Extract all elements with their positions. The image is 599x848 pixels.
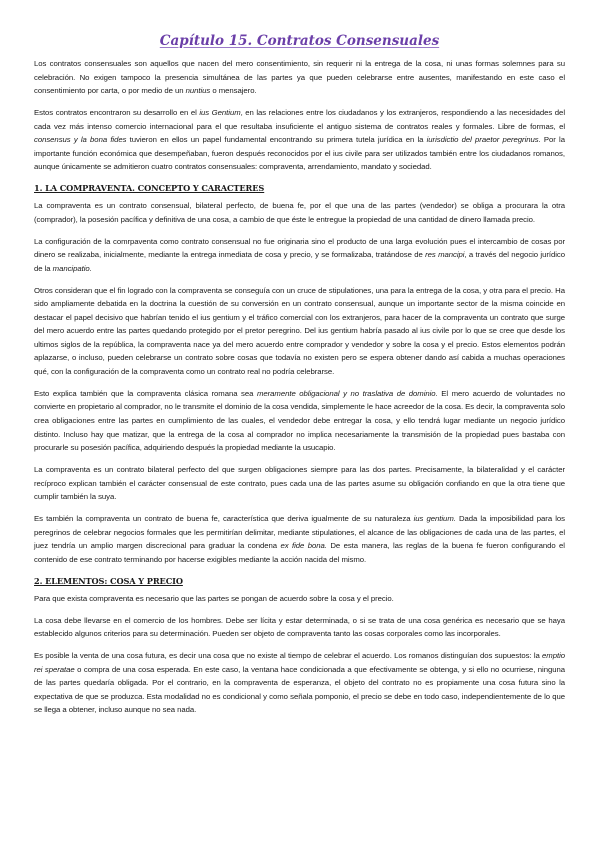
intro-p2-c: tuvieron en ellos un papel fundamental encontrando su primera tutela jurídica en la xyxy=(129,135,424,145)
chapter-title: Capítulo 15. Contratos Consensuales xyxy=(159,33,440,49)
s1-p6-a: Es también la compraventa un contrato de buena fe, característica que deriva igualmente de su naturaleza xyxy=(34,514,411,524)
s2-p3-b: o compra de una cosa esperada. En este caso, la ventana hace condicionada a que efectivamente se obtenga, y si ello no ocurriese, ninguna de las partes quedaría obligada. Por el contrario, en la compraventa de esperanza, el objeto del contrato no es propiamente una cosa futura sino la expectativa de que se produzca. Esta modalidad no es condicional y como señala pomponio, el precio se debe en todo caso, independientemente de lo que se llega a obtener, incluso aunque no sea nada. xyxy=(34,664,565,715)
s2-p3-a: Es posible la venta de una cosa futura, es decir una cosa que no existe al tiempo de celebrar el acuerdo. Los romanos distinguían dos supuestos: la xyxy=(34,651,540,661)
intro-p1-end: o mensajero. xyxy=(212,86,257,96)
section-1-paragraph-5: La compraventa es un contrato bilateral perfecto del que surgen obligaciones siempre para las dos partes. Precisamente, la bilateralidad y el carácter recíproco explican también el carácter consensual de este contrato, pues cada una de las partes asume su obligación confiando en que la otra tiene que cumplir también la suya. xyxy=(34,465,565,502)
section-1-paragraph-1: La compraventa es un contrato consensual, bilateral perfecto, de buena fe, por el que una de las partes (vendedor) se obliga a procurara la otra (comprador), la posesión pacífica y definitiva de una cosa, a cambio de que éste le entregue la propiedad de una cantidad de dinero llamada precio. xyxy=(34,201,565,224)
intro-p2-em1: ius Gentium xyxy=(199,108,241,118)
intro-p1-em: nuntius xyxy=(185,86,211,96)
section-2-heading: 2. ELEMENTOS: COSA Y PRECIO xyxy=(34,575,183,586)
intro-p2-em2: consensus y la bona fides xyxy=(34,135,127,145)
intro-p2-b: , en las relaciones entre los ciudadanos y los extranjeros, respondiendo a las necesidades del cada vez más intenso comercio internacional para el que resultaba insuficiente el antiguo sistema de contratos reales y formales. Libre de formas, el xyxy=(34,108,565,131)
intro-p2-a: Estos contratos encontraron su desarrollo en el xyxy=(34,108,197,118)
intro-p1-text: Los contratos consensuales son aquellos que nacen del mero consentimiento, sin requerir ni la entrega de la cosa, ni unas formas solemnes para su celebración. No exigen tampoco la presencia simultánea de las partes ya que pueden celebrarse entre ausentes, manifestando en este caso el consentimiento por carta, o por medio de un xyxy=(34,59,565,96)
section-1-paragraph-6 xyxy=(34,512,565,566)
s1-p6-em2: ex fide bona. xyxy=(280,541,327,551)
section-2-paragraph-2: La cosa debe llevarse en el comercio de los hombres. Debe ser lícita y estar determinada, o si se trata de una cosa genérica es necesario que se haya establecido algunos criterios para su determinación. Pueden ser objeto de compraventa tanto las cosas corporales como las incorporales. xyxy=(34,615,565,639)
section-2-paragraph-1: Para que exista compraventa es necesario que las partes se pongan de acuerdo sobre la cosa y el precio. xyxy=(34,593,394,603)
intro-paragraph-2 xyxy=(34,106,565,174)
intro-p2-d: Por la importante función económica que desempeñaban, fueron después reconocidos por el ius civile para ser utilizados también entre los ciudadanos romanos, aunque únicamente se admitieron cuatro contratos consensuales: compraventa, arrendamiento, mandato y sociedad. xyxy=(34,135,565,172)
s1-p6-em1: ius gentium. xyxy=(413,514,456,524)
s1-p2-em2: mancipatio. xyxy=(52,263,92,273)
section-1-heading: 1. LA COMPRAVENTA. CONCEPTO Y CARACTERES xyxy=(34,183,265,194)
s1-p4-em: meramente obligacional y no traslativa de dominio. xyxy=(256,388,438,398)
s2-p3-em: emptio rei speratae xyxy=(34,651,566,674)
intro-paragraph-1 xyxy=(34,57,565,98)
s1-p2-a: La configuración de la comrpaventa como contrato consensual no fue originaria sino el producto de una larga evolución pues el intercambio de cosas por dinero se realizaba, inicialmente, mediante la entrega inmediata de cosa y precio, y se formalizaba, tratándose de xyxy=(34,236,565,260)
s1-p4-b: El mero acuerdo de voluntades no convierte en propietario al comprador, no le transmite el dominio de la cosa vendida, simplemente le hace acreedor de la cosa. Es decir, la compraventa solo crea obligaciones entre las partes en cumplimiento de las cuales, el vendedor debe entregar la cosa, y ello tendrá lugar mediante un negocio jurídico distinto. Incluso hay que matizar, que la entrega de la cosa al comprador no implica necesariamente la transmisión de la propiedad pues bastaba con procurarle su posesión pacífica, adquiriendo después la propiedad mediante la usucapio. xyxy=(34,388,565,453)
section-1-paragraph-3: Otros consideran que el fin logrado con la compraventa se conseguía con un cruce de stipulationes, una para la entrega de la cosa, y otra para el precio. Ha sido ampliamente debatida en la doctrina la cuestión de su conversión en un contrato consensual, aunque un importante sector de la misma coincide en destacar el papel decisivo que habrían tenido el ius gentium y el tráfico comercial con los extranjeros, para hacer de la compraventa un contrato que surge del mero acuerdo entre las partes quedando protegido por el pretor peregrino. Del ius gentium habría pasado al ius civile por lo que se cree que desde los ultimos siglos de la república, la compraventa nace ya del mero acuerdo entre comprador y vendedor y sobre la cosa y el precio. Estos elementos podrán aplazarse, o incluso, pueden celebrarse un contrato sobre cosas que todavía no existen pero se espera obtener dando así cabida a muchas operaciones qué, con la configuración de la compraventa como un contrato real no podría celebrarse. xyxy=(34,285,565,376)
section-2-paragraph-3 xyxy=(34,649,565,717)
s1-p2-b: , a través del negocio jurídico de la xyxy=(34,250,566,273)
section-1-paragraph-2 xyxy=(34,235,565,276)
document-page xyxy=(34,0,565,725)
section-1-paragraph-4 xyxy=(34,387,565,455)
s1-p4-a: Esto explica también que la compraventa clásica romana sea xyxy=(34,388,254,398)
intro-p2-em3: iurisdictio del praetor peregrinus. xyxy=(426,135,541,145)
s1-p6-b: Dada la imposibilidad para los peregrinos de celebrar negocios formales que les permitirían delimitar, mediante stipulationes, el alcance de las obligaciones de cada una de las partes, el juez tendría un amplio margen discrecional para graduar la condena xyxy=(34,514,565,551)
s1-p6-c: De esta manera, las reglas de la buena fe fueron configurando el contenido de ese contrato terminando por hacerse exigibles mediante la acción nacida del mismo. xyxy=(34,541,565,564)
s1-p2-em1: res mancipi xyxy=(425,250,465,260)
